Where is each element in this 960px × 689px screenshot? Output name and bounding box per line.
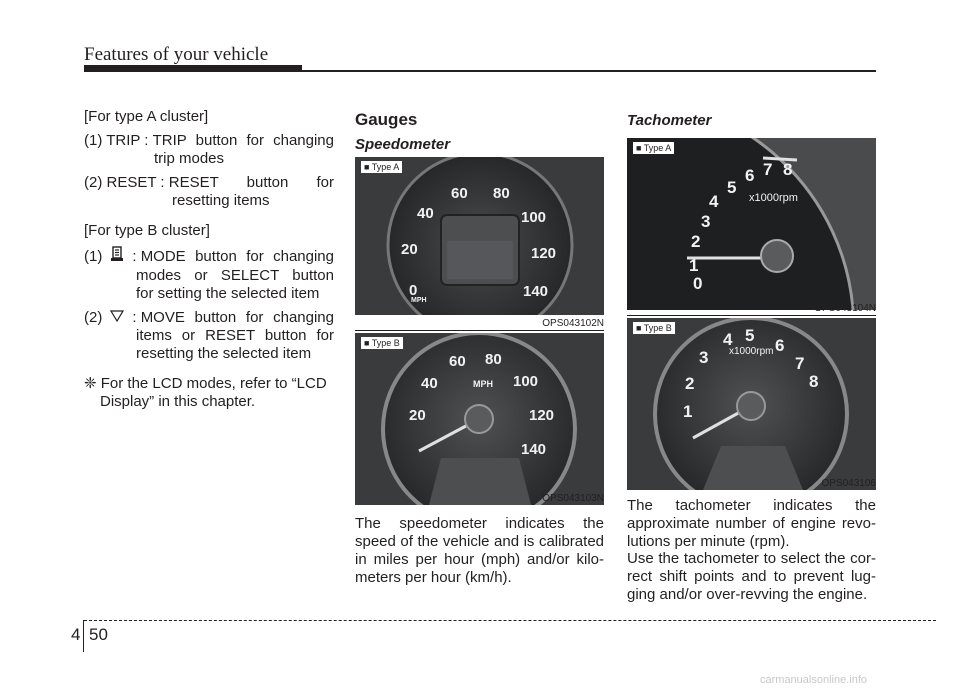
footer-divider — [83, 620, 84, 652]
dial-label: 7 — [795, 354, 805, 373]
tacho-b-labels — [627, 318, 876, 490]
speedometer-type-b-figure — [355, 333, 604, 505]
figure-type-label: ■ Type B — [633, 322, 675, 334]
note-text-cont: Display” in this chapter. — [100, 393, 256, 410]
tachometer-description: The tachometer indicates the approximate number of engine revo-lutions per minute (rpm). — [627, 497, 876, 550]
type-a-item-key: (1) TRIP : — [84, 132, 153, 149]
type-a-item-reset — [84, 174, 334, 210]
dial-label: 0 — [693, 274, 703, 293]
type-b-item-text-cont: for setting the selected item — [136, 285, 320, 302]
dial-label: 60 — [451, 185, 468, 202]
dial-label: 8 — [809, 372, 819, 391]
figure-code: OPS043104N — [814, 303, 876, 314]
dial-label: 100 — [513, 373, 539, 390]
dial-label: 6 — [775, 336, 785, 355]
type-b-item-key: (1) — [84, 247, 103, 265]
tachometer-usage: Use the tachometer to select the cor-rect shift points and to prevent lug-ging and/or over-revving the engine. — [627, 550, 876, 603]
left-column — [84, 108, 334, 411]
header-bar — [84, 65, 302, 72]
figure-type-label: ■ Type B — [361, 337, 403, 349]
footer-rule — [84, 620, 936, 621]
type-b-item-text-cont: resetting the selected item — [136, 345, 312, 362]
figure-code: OPS043103N — [542, 493, 604, 504]
dial-label: 120 — [529, 407, 555, 424]
speedometer-type-a-figure — [355, 157, 604, 315]
type-b-item-text-cont: modes or SELECT button — [136, 267, 334, 284]
header-rule — [302, 70, 876, 72]
dial-unit: MPH — [473, 379, 493, 389]
speedometer-description: The speedometer indicates the speed of the vehicle and is calibrated in miles per hour (mph) and/or kilo-meters per hour (km/h). — [355, 515, 604, 586]
tacho-a-labels — [627, 138, 876, 310]
subheading-tachometer: Tachometer — [627, 112, 712, 129]
dial-label: 80 — [493, 185, 510, 202]
dial-label: 140 — [521, 441, 547, 458]
figure-caption-rule — [627, 315, 876, 316]
tachometer-type-b-figure — [627, 318, 876, 490]
figure-code: OPS043102N — [542, 318, 604, 329]
type-a-heading: [For type A cluster] — [84, 108, 209, 125]
subheading-speedometer: Speedometer — [355, 136, 451, 153]
speedo-b-labels — [355, 333, 604, 505]
dial-label: 20 — [409, 407, 426, 424]
chapter-number: 4 — [71, 625, 81, 644]
watermark: carmanualsonline.info — [760, 674, 868, 686]
type-a-item-text-cont: resetting items — [172, 192, 270, 209]
figure-type-label: ■ Type A — [633, 142, 674, 154]
dial-label: 40 — [417, 205, 434, 222]
dial-label: 120 — [531, 245, 557, 262]
figure-type-label: ■ Type A — [361, 161, 402, 173]
dial-label: 80 — [485, 351, 502, 368]
dial-label: 3 — [699, 348, 709, 367]
dial-label: 60 — [449, 353, 466, 370]
type-a-item-text-cont: trip modes — [154, 150, 225, 167]
type-a-item-text: RESET button for — [168, 174, 334, 191]
page-header-title: Features of your vehicle — [84, 44, 269, 65]
dial-label: 8 — [783, 160, 793, 179]
dial-label: 4 — [709, 192, 719, 211]
type-a-item-text: TRIP button for changing — [152, 132, 334, 149]
move-button-triangle-icon — [110, 309, 124, 327]
dial-label: 0 — [409, 282, 418, 299]
type-b-item-text: MOVE button for changing — [140, 309, 334, 326]
dial-unit: MPH — [411, 297, 427, 304]
note-text: For the LCD modes, refer to “LCD — [100, 375, 327, 392]
dial-label: 4 — [723, 330, 733, 349]
dial-label: 1 — [683, 402, 693, 421]
type-a-item-key: (2) RESET : — [84, 174, 169, 191]
dial-label: 7 — [763, 160, 773, 179]
dial-label: 140 — [523, 283, 549, 300]
dial-unit: x1000rpm — [749, 192, 798, 204]
type-b-item-sep: : — [132, 247, 141, 265]
speedo-a-labels — [355, 157, 604, 315]
dial-label: 40 — [421, 375, 438, 392]
lcd-note — [84, 375, 334, 411]
note-symbol: ❈ — [84, 375, 97, 392]
section-heading-gauges: Gauges — [355, 110, 418, 129]
dial-label: 2 — [691, 232, 701, 251]
type-b-item-sep: : — [132, 309, 141, 326]
dial-label: 5 — [727, 178, 737, 197]
type-b-item-move — [84, 309, 334, 363]
figure-code: OPS043106 — [821, 478, 876, 489]
type-b-item-text-cont: items or RESET button for — [136, 327, 334, 344]
type-b-heading: [For type B cluster] — [84, 222, 210, 239]
tachometer-type-a-figure — [627, 138, 876, 310]
figure-caption-rule — [355, 330, 604, 331]
type-a-item-trip — [84, 132, 334, 168]
dial-label: 6 — [745, 166, 755, 185]
dial-label: 2 — [685, 374, 695, 393]
type-b-item-text: MODE button for changing — [140, 247, 334, 265]
page-number: 50 — [89, 625, 108, 644]
dial-unit: x1000rpm — [729, 346, 774, 357]
dial-label: 100 — [521, 209, 547, 226]
dial-label: 3 — [701, 212, 711, 231]
mode-button-icon — [110, 246, 124, 267]
type-b-item-key: (2) — [84, 309, 103, 326]
type-b-item-mode — [84, 246, 334, 303]
dial-label: 5 — [745, 326, 755, 345]
dial-label: 1 — [689, 256, 699, 275]
dial-label: 20 — [401, 241, 418, 258]
